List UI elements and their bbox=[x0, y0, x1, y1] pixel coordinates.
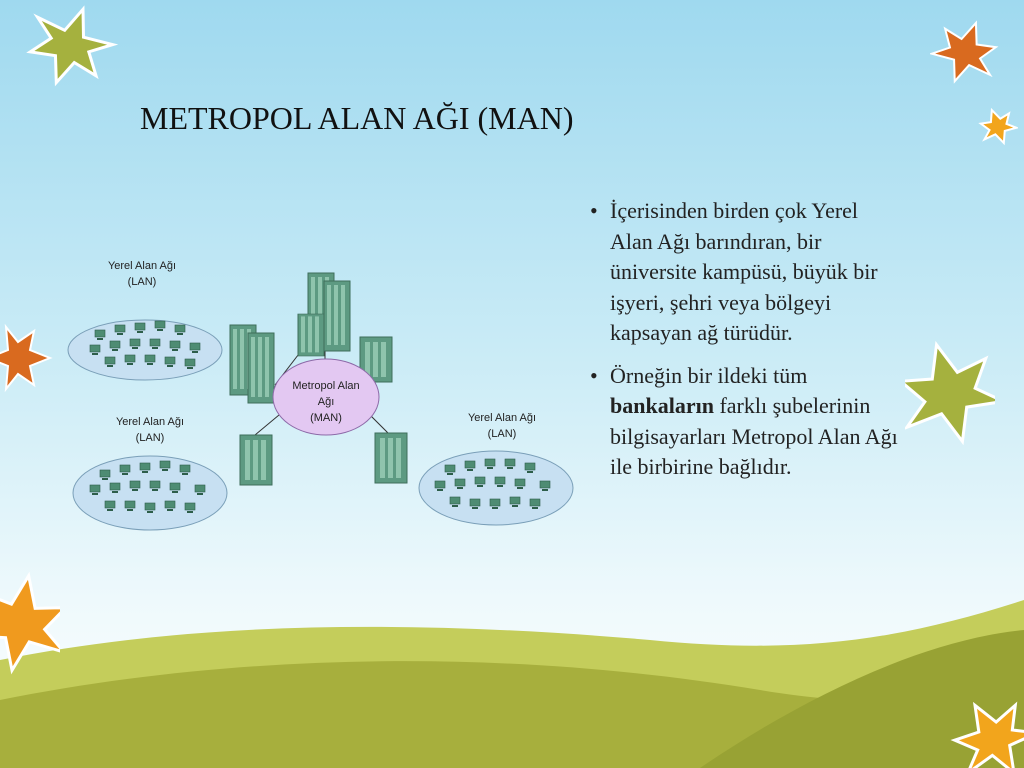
bullet-text: İçerisinden birden çok Yerel Alan Ağı barındıran, bir üniversite kampüsü, büyük bir işyeri, şehri veya bölgeyi kapsayan ağ türüdür. bbox=[610, 198, 878, 345]
man-label: Metropol Alan bbox=[292, 380, 360, 392]
bullet-item bbox=[590, 196, 900, 349]
lan-label: (LAN) bbox=[135, 432, 165, 444]
bullet-item bbox=[590, 361, 900, 483]
maple-leaf-icon bbox=[0, 565, 60, 685]
bullet-marker: • bbox=[590, 362, 598, 388]
bullet-list bbox=[590, 196, 900, 495]
lan-label: (LAN) bbox=[127, 276, 157, 288]
lan-label: (LAN) bbox=[487, 428, 517, 440]
bullet-text: Örneğin bir ildeki tüm bbox=[610, 362, 808, 388]
building-icon bbox=[240, 435, 272, 485]
bullet-marker: • bbox=[590, 198, 598, 223]
bullet-text: farklı şubelerinin bilgisayarları Metropol Alan Ağı ile birbirine bağlıdır. bbox=[610, 393, 898, 479]
building-icon bbox=[230, 325, 274, 403]
maple-leaf-icon bbox=[905, 335, 995, 460]
maple-leaf-icon bbox=[0, 320, 55, 400]
man-network-diagram bbox=[60, 245, 580, 545]
lan-cloud bbox=[419, 451, 573, 525]
building-icon bbox=[298, 273, 350, 356]
maple-leaf-icon bbox=[930, 15, 1000, 95]
lan-cloud bbox=[68, 320, 222, 380]
slide-title: METROPOL ALAN AĞI (MAN) bbox=[140, 100, 574, 136]
maple-leaf-icon bbox=[10, 0, 130, 90]
maple-leaf-icon bbox=[978, 105, 1018, 150]
lan-label: Yerel Alan Ağı bbox=[467, 412, 537, 424]
maple-leaf-icon bbox=[950, 695, 1024, 768]
man-label: Ağı bbox=[317, 396, 335, 408]
man-label: (MAN) bbox=[310, 412, 342, 424]
bullet-text-bold: bankaların bbox=[610, 393, 714, 418]
lan-cloud bbox=[73, 456, 227, 530]
lan-label: Yerel Alan Ağı bbox=[115, 416, 185, 428]
lan-label: Yerel Alan Ağı bbox=[107, 260, 177, 272]
building-icon bbox=[375, 433, 407, 483]
